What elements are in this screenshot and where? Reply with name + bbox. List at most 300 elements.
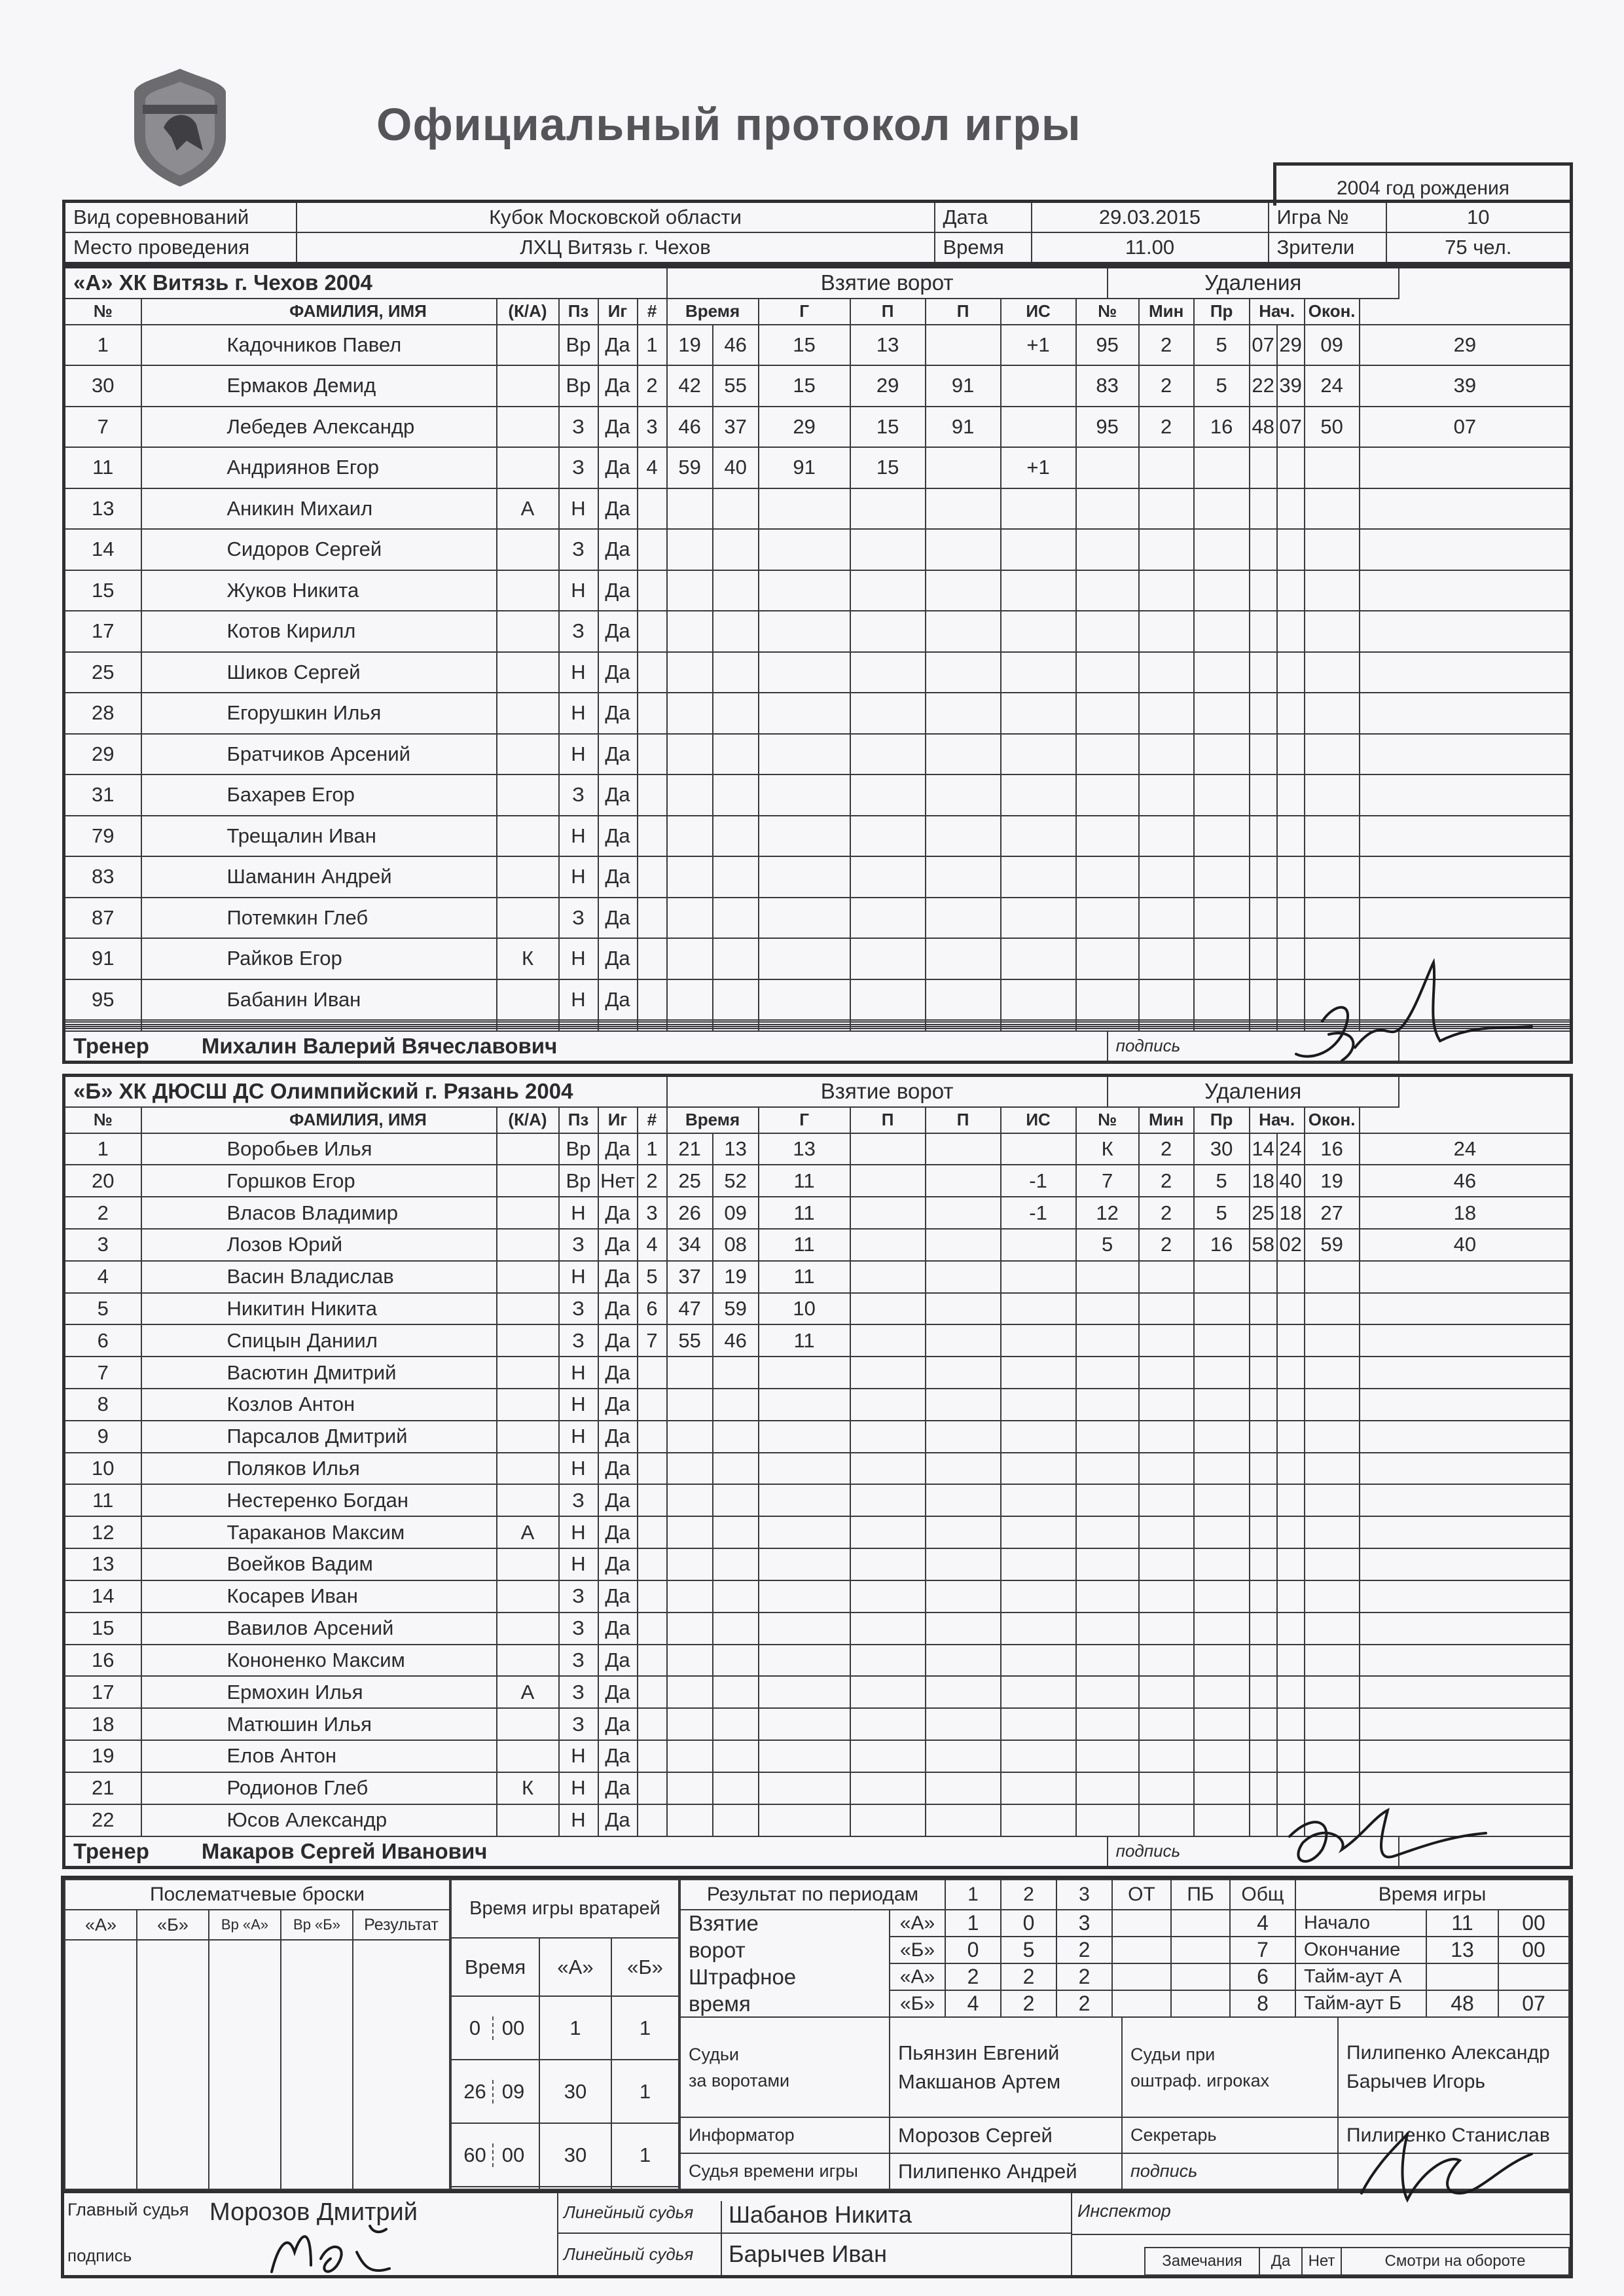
assist-1-header: П [850,299,926,325]
period-value: 8 [1230,1990,1295,2017]
penalty-start-min [1250,488,1277,530]
goal-situation [1001,1421,1076,1453]
goal-minute [667,1708,713,1740]
goal-minute [667,734,713,775]
player-number: 87 [64,898,141,939]
player-played: Да [598,1484,638,1516]
period-header: 3 [1056,1880,1112,1910]
player-name: Бабанин Иван [141,979,497,1021]
player-played: Да [598,1740,638,1772]
player-name: Жуков Никита [141,570,497,611]
player-played: Да [598,1261,638,1293]
player-played: Да [598,570,638,611]
penalty-end-min [1305,1484,1360,1516]
player-name: Бахарев Егор [141,774,497,816]
penalty-start-sec [1277,734,1305,775]
goalie-minute: 0 [458,2016,494,2040]
player-name: Андриянов Егор [141,447,497,488]
penalty-player [1076,570,1139,611]
goal-minute: 59 [667,447,713,488]
penalty-start-min [1250,570,1277,611]
penalty-start-sec [1277,898,1305,939]
penalty-start-min [1250,447,1277,488]
player-number: 25 [64,652,141,693]
goal-scorer: 10 [759,1293,850,1325]
penalty-start-min [1250,1389,1277,1421]
goal-scorer [759,1804,850,1836]
penalty-minutes [1139,570,1194,611]
goal-second [713,1357,759,1389]
goal-number [638,1580,667,1613]
goal-assist-2 [926,325,1001,366]
periods-table [679,1879,1570,2018]
table-row [64,1229,1572,1261]
goal-assist-1 [850,529,926,570]
col-position-header: Пз [559,1107,598,1133]
player-played: Нет [598,1165,638,1197]
goal-assist-1 [850,1645,926,1677]
goal-assist-1 [850,1708,926,1740]
goal-assist-1 [850,488,926,530]
goal-assist-1 [850,1165,926,1197]
period-row-label: время [680,1990,890,2017]
penalty-end-sec [1360,1484,1572,1516]
penalty-player [1076,488,1139,530]
table-row [64,1484,1572,1516]
penalty-end-min: 50 [1305,407,1360,448]
goal-assist-1 [850,1197,926,1229]
goal-minute [667,1357,713,1389]
penalty-player: 7 [1076,1165,1139,1197]
period-value: 4 [945,1990,1001,2017]
player-number: 14 [64,1580,141,1613]
date-label: Дата [935,202,1032,233]
goal-second [713,1708,759,1740]
goal-situation [1001,734,1076,775]
period-value: 2 [945,1963,1001,1990]
goal-number [638,774,667,816]
coach-row [64,1836,1108,1868]
penalty-end-min [1305,734,1360,775]
table-row [64,898,1572,939]
coach-a-signature [1283,949,1545,1080]
period-team: «А» [890,1910,945,1937]
goal-minute: 21 [667,1133,713,1165]
goal-minute [667,1548,713,1580]
goal-number: 1 [638,1133,667,1165]
penalty-reason [1194,1324,1250,1357]
penalty-end-min [1305,570,1360,611]
linesman-1-name: Шабанов Никита [721,2201,912,2234]
player-played: Да [598,652,638,693]
period-value: 5 [1001,1937,1056,1963]
goal-second [713,488,759,530]
table-row [64,1516,1572,1548]
penalty-player [1076,447,1139,488]
player-position: Н [559,979,598,1021]
penalty-end-sec [1360,856,1572,898]
penalty-reason [1194,816,1250,857]
player-number: 11 [64,1484,141,1516]
goal-minute [667,898,713,939]
goal-second: 52 [713,1165,759,1197]
table-row [64,1293,1572,1325]
goal-assist-2 [926,1197,1001,1229]
shield-crest-icon [131,65,229,190]
penalty-start-sec [1277,1453,1305,1485]
player-position: З [559,447,598,488]
goals-section-title: Взятие ворот [667,1076,1108,1107]
table-row [64,447,1572,488]
goal-number: 1 [638,325,667,366]
player-played: Да [598,693,638,734]
goal-situation [1001,570,1076,611]
goal-situation [1001,611,1076,652]
goal-situation [1001,1453,1076,1485]
penalty-start-sec [1277,1613,1305,1645]
pen-reason-header: Пр [1194,1107,1250,1133]
goal-number [638,1613,667,1645]
player-name: Нестеренко Богдан [141,1484,497,1516]
player-name: Шаманин Андрей [141,856,497,898]
goal-second: 55 [713,365,759,407]
penalty-start-sec [1277,774,1305,816]
table-row [64,1133,1572,1165]
penalty-reason [1194,1453,1250,1485]
penalty-reason [1194,1613,1250,1645]
goal-second [713,1516,759,1548]
notes-yes: Да [1259,2248,1302,2275]
player-captain-mark [497,979,559,1021]
penalty-reason: 5 [1194,325,1250,366]
penalty-end-min [1305,774,1360,816]
goal-scorer [759,774,850,816]
player-number: 6 [64,1324,141,1357]
time-label: Время [935,232,1032,264]
goal-assist-2 [926,1580,1001,1613]
penalty-end-min: 16 [1305,1133,1360,1165]
penalty-minutes [1139,1293,1194,1325]
goal-assist-2 [926,1804,1001,1836]
goal-scorer [759,693,850,734]
table-row [64,652,1572,693]
player-position: Н [559,1421,598,1453]
player-number: 15 [64,1613,141,1645]
goal-second [713,570,759,611]
player-number: 3 [64,1229,141,1261]
player-name: Никитин Никита [141,1293,497,1325]
player-name: Воейков Вадим [141,1548,497,1580]
goal-scorer: 11 [759,1197,850,1229]
penalty-reason [1194,488,1250,530]
player-played: Да [598,898,638,939]
pen-start-header: Нач. [1250,1107,1305,1133]
penalty-start-sec [1277,447,1305,488]
player-captain-mark [497,1580,559,1613]
goal-number [638,938,667,979]
goal-assist-1 [850,734,926,775]
pen-reason-header: Пр [1194,299,1250,325]
coach-label: Тренер [73,1033,149,1058]
player-captain-mark [497,1708,559,1740]
goalie-a-header: «А» [539,1938,611,1996]
penalty-end-sec: 39 [1360,365,1572,407]
goal-assist-1: 13 [850,325,926,366]
goal-hash-header: # [638,1107,667,1133]
goal-assist-1 [850,1421,926,1453]
coach-label: Тренер [73,1838,149,1863]
goalie-time-header: Время [451,1938,539,1996]
player-name: Ермаков Демид [141,365,497,407]
penalty-player [1076,816,1139,857]
player-number: 1 [64,1133,141,1165]
goal-assist-2 [926,611,1001,652]
penalty-start-min [1250,816,1277,857]
penalty-minutes: 2 [1139,1133,1194,1165]
player-position: Н [559,1548,598,1580]
goal-second [713,693,759,734]
game-time-hour: 13 [1426,1937,1498,1963]
goal-situation: -1 [1001,1165,1076,1197]
goal-situation [1001,1548,1076,1580]
goal-scorer [759,652,850,693]
pen-end-header: Окон. [1305,299,1360,325]
player-name: Райков Егор [141,938,497,979]
linesman-1-label: Линейный судья [564,2202,694,2222]
player-played: Да [598,856,638,898]
goal-number [638,1676,667,1708]
goal-second [713,734,759,775]
player-name: Спицын Даниил [141,1324,497,1357]
goal-number [638,488,667,530]
penalty-end-min [1305,529,1360,570]
goal-second: 19 [713,1261,759,1293]
goal-number [638,1708,667,1740]
penalty-end-sec [1360,1516,1572,1548]
goal-assist-2: 91 [926,407,1001,448]
table-row [64,734,1572,775]
goal-second: 59 [713,1293,759,1325]
goal-assist-1 [850,570,926,611]
penalty-start-min [1250,1548,1277,1580]
player-position: Н [559,856,598,898]
table-row [64,365,1572,407]
penalty-start-min [1250,1580,1277,1613]
penalty-start-sec [1277,611,1305,652]
penalty-player [1076,774,1139,816]
goal-number [638,1740,667,1772]
player-captain-mark [497,1133,559,1165]
player-name: Лебедев Александр [141,407,497,448]
player-name: Лозов Юрий [141,1229,497,1261]
player-captain-mark [497,1165,559,1197]
penalty-end-min [1305,1261,1360,1293]
period-value: 6 [1230,1963,1295,1990]
penalty-end-sec: 24 [1360,1133,1572,1165]
game-time-minute: 00 [1498,1937,1569,1963]
goal-scorer: 11 [759,1261,850,1293]
player-number: 10 [64,1453,141,1485]
player-played: Да [598,488,638,530]
game-time-hour: 11 [1426,1910,1498,1937]
goal-second [713,1421,759,1453]
period-value: 0 [945,1937,1001,1963]
player-played: Да [598,1324,638,1357]
timekeeper-label: Судья времени игры [680,2153,890,2189]
player-captain-mark [497,1484,559,1516]
player-number: 29 [64,734,141,775]
period-team: «А» [890,1963,945,1990]
table-row [64,816,1572,857]
penalty-end-min [1305,898,1360,939]
goal-second: 09 [713,1197,759,1229]
player-position: Н [559,734,598,775]
player-captain-mark: К [497,938,559,979]
penalty-player [1076,1804,1139,1836]
player-name: Вавилов Арсений [141,1613,497,1645]
penalty-end-min: 09 [1305,325,1360,366]
goal-minute [667,1453,713,1485]
player-name: Кадочников Павел [141,325,497,366]
goal-number [638,816,667,857]
goal-scorer [759,488,850,530]
penalty-end-sec: 40 [1360,1229,1572,1261]
goal-assist-2 [926,1357,1001,1389]
goal-assist-1: 15 [850,447,926,488]
period-value [1112,1937,1171,1963]
notes-see-back: Смотри на обороте [1341,2248,1569,2275]
goal-second [713,1740,759,1772]
goalie-b-number: 1 [611,2060,679,2123]
player-number: 11 [64,447,141,488]
penalty-end-min [1305,1613,1360,1645]
penalty-start-sec [1277,1580,1305,1613]
period-value [1112,1963,1171,1990]
goal-assist-1 [850,1133,926,1165]
player-position: Вр [559,325,598,366]
goal-judges-label-1: Судьи [689,2044,740,2064]
periods-title: Результат по периодам [680,1880,945,1910]
player-position: Н [559,1357,598,1389]
competition-kind: Кубок Московской области [297,202,935,233]
game-time-hour [1426,1963,1498,1990]
goalie-second: 00 [501,2143,525,2166]
goal-scorer [759,1580,850,1613]
player-position: Н [559,652,598,693]
coach-row [64,1031,1108,1063]
goal-second [713,938,759,979]
penalty-end-sec [1360,693,1572,734]
goal-situation [1001,529,1076,570]
penalty-reason [1194,774,1250,816]
penalty-end-min [1305,816,1360,857]
goal-situation [1001,898,1076,939]
goal-assist-2 [926,447,1001,488]
player-played: Да [598,1708,638,1740]
penalty-end-sec [1360,1548,1572,1580]
goal-scorer: 15 [759,365,850,407]
col-name-header: ФАМИЛИЯ, ИМЯ [141,299,497,325]
penalty-reason [1194,856,1250,898]
goal-scorer [759,1613,850,1645]
player-name: Потемкин Глеб [141,898,497,939]
penalty-start-min [1250,774,1277,816]
goal-second: 37 [713,407,759,448]
penalty-end-sec [1360,611,1572,652]
shootout-b-header: «Б» [137,1910,209,1940]
goal-number [638,529,667,570]
goal-assist-2 [926,734,1001,775]
penalty-minutes [1139,1484,1194,1516]
player-played: Да [598,1197,638,1229]
penalty-end-sec [1360,734,1572,775]
penalty-reason [1194,611,1250,652]
goal-situation [1001,1484,1076,1516]
penalty-start-min [1250,1421,1277,1453]
goal-number: 2 [638,1165,667,1197]
coach-name: Макаров Сергей Иванович [201,1838,488,1863]
goal-assist-1 [850,1389,926,1421]
player-captain-mark: А [497,1676,559,1708]
player-position: З [559,898,598,939]
summary-block [61,1876,1573,2193]
goal-situation [1001,816,1076,857]
goal-minute: 26 [667,1197,713,1229]
goal-situation [1001,938,1076,979]
penalty-minutes: 2 [1139,1229,1194,1261]
player-position: З [559,774,598,816]
player-number: 13 [64,1548,141,1580]
goal-time-header: Время [667,299,759,325]
linesman-2-name: Барычев Иван [721,2234,887,2275]
goal-scorer [759,856,850,898]
penalty-start-min [1250,693,1277,734]
goal-assist-2 [926,488,1001,530]
player-name: Козлов Антон [141,1389,497,1421]
penalty-start-min: 48 [1250,407,1277,448]
goal-second [713,1548,759,1580]
game-time-minute: 07 [1498,1990,1569,2017]
player-captain-mark: А [497,1516,559,1548]
goal-minute [667,1580,713,1613]
goal-situation [1001,979,1076,1021]
goal-assist-1 [850,693,926,734]
penalty-start-min [1250,611,1277,652]
player-position: Н [559,816,598,857]
penalty-end-sec [1360,1645,1572,1677]
penalty-end-sec [1360,774,1572,816]
player-number: 8 [64,1389,141,1421]
player-captain-mark: А [497,488,559,530]
goal-assist-2 [926,1548,1001,1580]
goal-second: 13 [713,1133,759,1165]
player-position: З [559,1324,598,1357]
goal-number: 4 [638,447,667,488]
goal-second [713,1389,759,1421]
penalty-start-sec [1277,652,1305,693]
player-played: Да [598,611,638,652]
penalty-end-min [1305,856,1360,898]
goal-assist-1 [850,1676,926,1708]
player-captain-mark [497,365,559,407]
player-played: Да [598,365,638,407]
player-played: Да [598,1804,638,1836]
goal-assist-2 [926,570,1001,611]
player-number: 7 [64,1357,141,1389]
table-row [64,407,1572,448]
penalty-start-sec: 07 [1277,407,1305,448]
penalty-player: 12 [1076,1197,1139,1229]
